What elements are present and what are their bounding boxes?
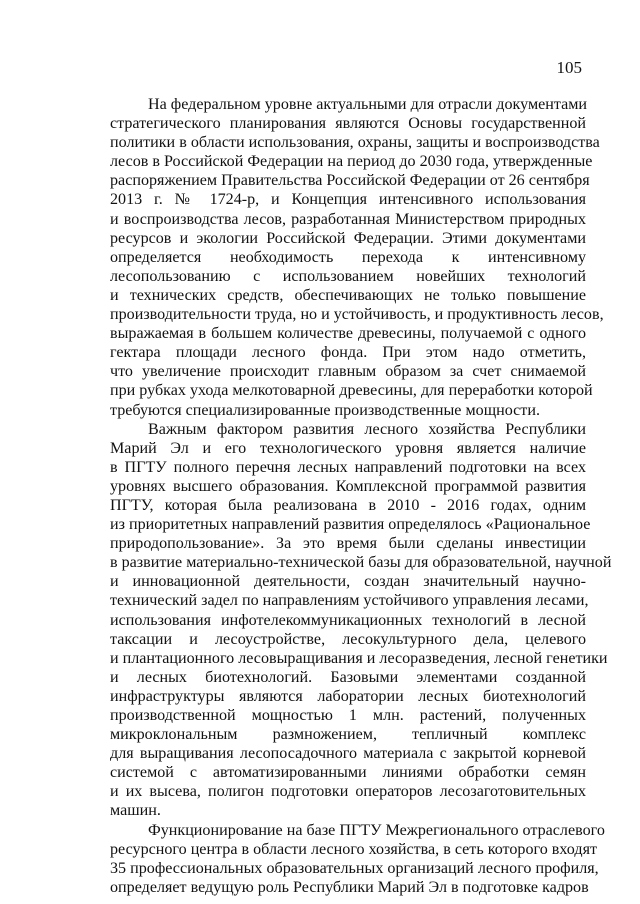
text-line: лесопользованию с использованием новейших технологий xyxy=(110,267,586,285)
text-line: инфраструктуры являются лаборатории лесных биотехнологий xyxy=(110,687,586,705)
text-line: уровнях высшего образования. Комплексной программой развития xyxy=(110,477,586,495)
text-line: Функционирование на базе ПГТУ Межрегионального отраслевого xyxy=(148,821,605,839)
text-line: требуются специализированные производственные мощности. xyxy=(110,401,540,419)
text-line: 2013 г. № 1724-р, и Концепция интенсивного использования xyxy=(110,191,586,209)
text-line: Марий Эл и его технологического уровня является наличие xyxy=(110,439,586,457)
text-line: в развитие материально-технической базы для образовательной, научной xyxy=(110,554,612,572)
paragraph xyxy=(110,95,604,420)
text-line: для выращивания лесопосадочного материала с закрытой корневой xyxy=(110,745,586,763)
text-line: из приоритетных направлений развития определялось «Рациональное xyxy=(110,516,591,534)
text-line: и технических средств, обеспечивающих не только повышение xyxy=(110,286,586,304)
text-line: и воспроизводства лесов, разработанная Министерством природных xyxy=(110,210,586,228)
text-line: лесов в Российской Федерации на период до 2030 года, утвержденные xyxy=(110,153,593,171)
text-line: и инновационной деятельности, создан значительный научно- xyxy=(110,573,586,591)
paragraph xyxy=(110,821,605,897)
text-line: 35 профессиональных образовательных организаций лесного профиля, xyxy=(110,859,599,877)
text-line: определяется необходимость перехода к интенсивному xyxy=(110,248,586,266)
text-line: машин. xyxy=(110,802,161,820)
text-line: Важным фактором развития лесного хозяйства Республики xyxy=(148,420,586,438)
text-line: и их высева, полигон подготовки операторов лесозаготовительных xyxy=(110,783,586,801)
text-line: выражаемая в большем количестве древесины, получаемой с одного xyxy=(110,325,586,343)
text-line: природопользование». За это время были сделаны инвестиции xyxy=(110,535,586,553)
text-line: ресурсов и экологии Российской Федерации. Этими документами xyxy=(110,229,586,247)
text-line: системой с автоматизированными линиями обработки семян xyxy=(110,764,586,782)
text-line: ресурсного центра в области лесного хозяйства, в сеть которого входят xyxy=(110,840,598,858)
page-number: 105 xyxy=(556,58,582,77)
text-line: распоряжением Правительства Российской Федерации от 26 сентября xyxy=(110,172,590,190)
text-line: политики в области использования, охраны, защиты и воспроизводства xyxy=(110,134,600,152)
text-line: что увеличение происходит главным образом за счет снимаемой xyxy=(110,363,586,381)
text-line: ПГТУ, которая была реализована в 2010 - 2016 годах, одним xyxy=(110,496,586,514)
text-line: производительности труда, но и устойчивость, и продуктивность лесов, xyxy=(110,306,604,324)
text-line: при рубках ухода мелкотоварной древесины, для переработки которой xyxy=(110,382,593,400)
text-line: и плантационного лесовыращивания и лесоразведения, лесной генетики xyxy=(110,649,608,667)
text-line: в ПГТУ полного перечня лесных направлений подготовки на всех xyxy=(110,458,586,476)
document-body xyxy=(110,95,612,897)
text-line: определяет ведущую роль Республики Марий Эл в подготовке кадров xyxy=(110,878,589,896)
paragraph xyxy=(110,420,612,821)
text-line: использования инфотелекоммуникационных технологий в лесной xyxy=(110,611,586,629)
text-line: стратегического планирования являются Основы государственной xyxy=(110,115,586,133)
text-line: На федеральном уровне актуальными для отрасли документами xyxy=(148,96,588,113)
text-line: и лесных биотехнологий. Базовыми элементами созданной xyxy=(110,668,586,686)
text-line: микроклональным размножением, тепличный комплекс xyxy=(110,726,586,744)
text-line: производственной мощностью 1 млн. растений, полученных xyxy=(110,707,586,724)
text-line: гектара площади лесного фонда. При этом надо отметить, xyxy=(110,344,586,362)
text-line: технический задел по направлениям устойчивого управления лесами, xyxy=(110,592,589,610)
text-line: таксации и лесоустройстве, лесокультурного дела, целевого xyxy=(110,630,586,648)
